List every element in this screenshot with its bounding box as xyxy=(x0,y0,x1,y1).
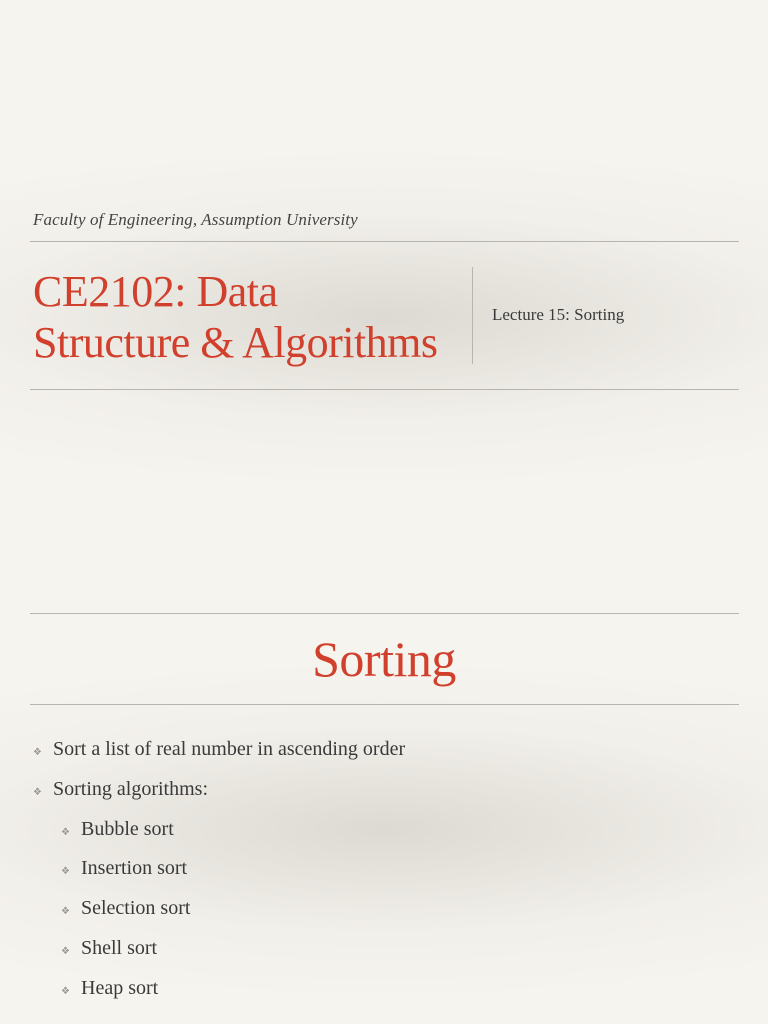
bullet-text: Sorting algorithms: xyxy=(53,778,208,800)
bullet-text: Shell sort xyxy=(81,937,158,959)
bullet-item xyxy=(33,738,406,761)
diamond-bullet-icon: ❖ xyxy=(61,827,70,838)
course-title-line-1: CE2102: Data xyxy=(33,267,278,316)
sub-bullet-item xyxy=(61,937,158,960)
sub-bullet-item xyxy=(61,818,174,841)
top-rule xyxy=(30,241,739,242)
sub-bullet-item xyxy=(61,897,191,920)
bullet-item xyxy=(33,778,208,801)
diamond-bullet-icon: ❖ xyxy=(61,946,70,957)
faculty-name: Faculty of Engineering, Assumption University xyxy=(33,210,358,229)
content-slide xyxy=(0,512,768,1024)
bullet-text: Heap sort xyxy=(81,977,159,999)
title-bottom-rule xyxy=(30,704,739,705)
course-title xyxy=(33,266,463,368)
bottom-rule xyxy=(30,389,739,390)
lecture-subtitle: Lecture 15: Sorting xyxy=(492,305,625,324)
diamond-bullet-icon: ❖ xyxy=(33,747,42,758)
bullet-text: Bubble sort xyxy=(81,818,174,840)
bullet-text: Sort a list of real number in ascending order xyxy=(53,738,406,760)
diamond-bullet-icon: ❖ xyxy=(61,906,70,917)
course-title-line-2: Structure & Algorithms xyxy=(33,318,438,367)
title-top-rule xyxy=(30,613,739,614)
diamond-bullet-icon: ❖ xyxy=(61,986,70,997)
bullet-text: Insertion sort xyxy=(81,857,188,879)
sub-bullet-item xyxy=(61,977,159,1000)
slide-title: Sorting xyxy=(312,631,456,687)
diamond-bullet-icon: ❖ xyxy=(61,866,70,877)
diamond-bullet-icon: ❖ xyxy=(33,787,42,798)
sub-bullet-item xyxy=(61,857,188,880)
vertical-divider xyxy=(472,267,473,364)
bullet-text: Selection sort xyxy=(81,897,191,919)
